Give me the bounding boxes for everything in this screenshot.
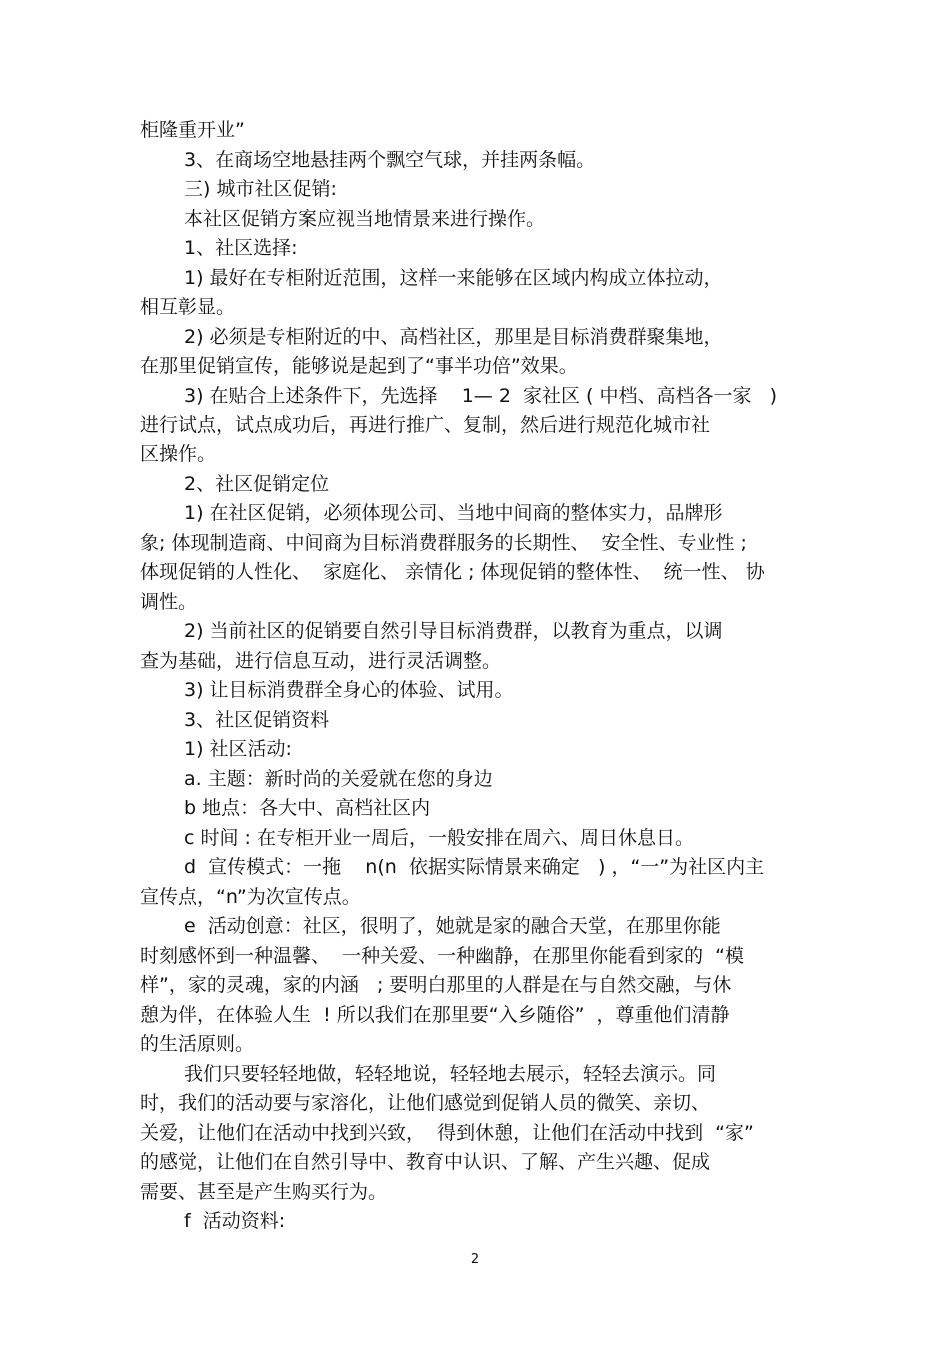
text-line: b 地点：各大中、高档社区内: [184, 797, 431, 819]
text-line: 1) 最好在专柜附近范围，这样一来能够在区域内构成立体拉动，: [184, 267, 723, 289]
text-line: 时，我们的活动要与家溶化，让他们感觉到促销人员的微笑、亲切、: [140, 1092, 711, 1114]
text-line: 1) 社区活动:: [184, 738, 292, 760]
text-line: 区操作。: [140, 443, 217, 465]
text-line: 2) 必须是专柜附近的中、高档社区，那里是目标消费群聚集地，: [184, 326, 723, 348]
text-line: 3) 让目标消费群全身心的体验、试用。: [184, 679, 514, 701]
text-line: e 活动创意：社区，很明了，她就是家的融合天堂，在那里你能: [184, 915, 721, 937]
text-line: 3、在商场空地悬挂两个飘空气球，并挂两条幅。: [184, 149, 596, 171]
text-line: 在那里促销宣传，能够说是起到了“事半功倍”效果。: [140, 355, 578, 377]
subsection-heading: 3、社区促销资料: [184, 709, 330, 731]
text-line: 体现促销的人性化、 家庭化、 亲情化 ; 体现促销的整体性、 统一性、 协: [140, 561, 765, 583]
text-line: 1) 在社区促销，必须体现公司、当地中间商的整体实力，品牌形: [184, 502, 723, 524]
text-line: 时刻感怀到一种温馨、 一种关爱、一种幽静，在那里你能看到家的 “模: [140, 945, 745, 967]
text-line: a. 主题：新时尚的关爱就在您的身边: [184, 768, 493, 790]
section-heading: 三) 城市社区促销:: [184, 178, 337, 200]
text-line: 象; 体现制造商、中间商为目标消费群服务的长期性、 安全性、专业性 ;: [140, 532, 747, 554]
subsection-heading: 2、社区促销定位: [184, 473, 330, 495]
text-line: c 时间 : 在专柜开业一周后，一般安排在周六、周日休息日。: [184, 827, 694, 849]
text-line: 需要、甚至是产生购买行为。: [140, 1181, 388, 1203]
text-line: 样”，家的灵魂，家的内涵 ; 要明白那里的人群是在与自然交融，与休: [140, 974, 732, 996]
page-number: 2: [470, 1252, 480, 1267]
subsection-heading: 1、社区选择:: [184, 237, 298, 259]
text-line: 3) 在贴合上述条件下，先选择 1— 2 家社区 ( 中档、高档各一家 ): [184, 385, 778, 407]
text-line: 进行试点，试点成功后，再进行推广、复制，然后进行规范化城市社: [140, 414, 711, 436]
text-line: 调性。: [140, 591, 198, 613]
text-line: 憩为伴，在体验人生 ! 所以我们在那里要“入乡随俗” ，尊重他们清静: [140, 1004, 730, 1026]
text-line: 宣传点，“n”为次宣传点。: [140, 886, 361, 908]
text-line: 关爱，让他们在活动中找到兴致， 得到休憩，让他们在活动中找到 “家”: [140, 1122, 754, 1144]
text-line: 2) 当前社区的促销要自然引导目标消费群，以教育为重点，以调: [184, 620, 723, 642]
text-line: 的感觉，让他们在自然引导中、教育中认识、了解、产生兴趣、促成: [140, 1151, 711, 1173]
text-line: 的生活原则。: [140, 1033, 255, 1055]
text-line: f 活动资料:: [184, 1210, 286, 1232]
text-line: 柜隆重开业”: [140, 119, 245, 141]
text-line: 本社区促销方案应视当地情景来进行操作。: [184, 208, 546, 230]
text-line: d 宣传模式：一拖 n(n 依据实际情景来确定 ) ，“一”为社区内主: [184, 856, 765, 878]
text-line: 查为基础，进行信息互动，进行灵活调整。: [140, 650, 502, 672]
text-line: 我们只要轻轻地做，轻轻地说，轻轻地去展示，轻轻去演示。同: [184, 1063, 717, 1085]
text-line: 相互彰显。: [140, 296, 236, 318]
